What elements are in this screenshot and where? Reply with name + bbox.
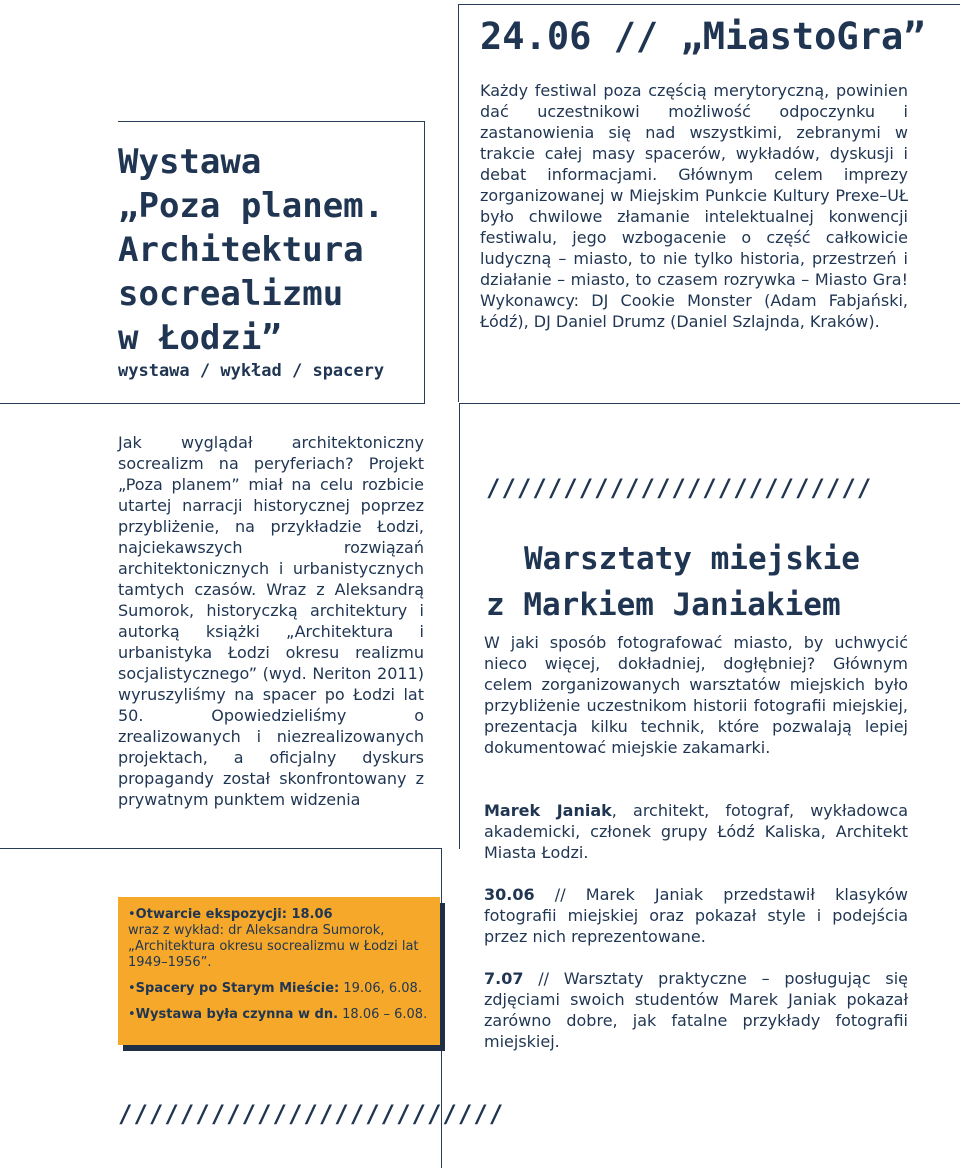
workshops-title-line: z Markiem Janiakiem (486, 587, 841, 623)
workshops-title (486, 536, 860, 628)
divider-top-right (458, 4, 960, 5)
event-2-text: // Warsztaty praktyczne – posługując się zdjęciami swoich studentów Marek Janiak pokazał zarówno dobre, jak fatalne przykłady fotografii miejskiej. (484, 969, 908, 1051)
event-1-text: // Marek Janiak przedstawił klasyków fotografii miejskiej oraz pokazał style i podejścia przez nich reprezentowane. (484, 885, 908, 946)
exhibition-title-line: w Łodzi” (118, 318, 282, 358)
divider-vertical-right (458, 4, 459, 402)
divider-vertical-left (424, 121, 425, 403)
miastogra-body (480, 80, 908, 332)
divider-mid-right (459, 403, 960, 404)
exhibition-title (118, 140, 418, 360)
workshops-event-2 (484, 968, 908, 1052)
divider-bottom (0, 848, 442, 849)
open-label: Wystawa była czynna w dn. (135, 1007, 339, 1022)
exhibition-title-line: Architektura (118, 230, 364, 270)
exhibition-paragraph: Jak wyglądał architektoniczny socrealizm na peryferiach? Projekt „Poza planem” miał na celu rozbicie utartej narracji historycznej poprzez przybliżenie, na przykładzie Łodzi, najciekawszych rozwiązań architektonicznych i urbanistycznych tamtych czasów. Wraz z Aleksandrą Sumorok, historyczką architektury i autorką książki „Architektura i urbanistyka Łodzi okresu realizmu socjalistycznego” (wyd. Neriton 2011) wyruszyliśmy na spacer po Łodzi lat 50. Opowiedzieliśmy o zrealizowanych i niezrealizowanych projektach, a oficjalny dyskurs propagandy został skonfrontowany z prywatnym punktem widzenia (118, 433, 424, 809)
opening-label: Otwarcie ekspozycji: 18.06 (135, 907, 333, 922)
decorative-slashes-top: ///////////////////////// (486, 474, 873, 502)
exhibition-title-line: socrealizmu (118, 274, 344, 314)
info-box (118, 897, 440, 1045)
exhibition-title-line: „Poza planem. (118, 186, 385, 226)
opening-detail: wraz z wykład: dr Aleksandra Sumorok, „Architektura okresu socrealizmu w Łodzi lat 1949–1956”. (128, 923, 419, 970)
event-1-date: 30.06 (484, 885, 535, 904)
walks-label: Spacery po Starym Mieście: (135, 981, 340, 996)
workshops-event-1 (484, 884, 908, 947)
workshops-title-line: Warsztaty miejskie (524, 541, 860, 577)
workshops-intro-paragraph: W jaki sposób fotografować miasto, by uchwycić nieco więcej, dokładniej, dogłębniej? Głównym celem zorganizowanych warsztatów miejskich było przybliżenie uczestnikom historii fotografii miejskiej, prezentacja kilku technik, które pozwalają lepiej dokumentować miejskie zakamarki. (484, 633, 908, 757)
bio-text: , architekt, fotograf, wykładowca akademicki, członek grupy Łódź Kaliska, Architekt Miasta Łodzi. (484, 801, 909, 862)
exhibition-title-line: Wystawa (118, 142, 262, 182)
info-walks: •Spacery po Starym Mieście: 19.06, 6.08. (128, 981, 422, 996)
miastogra-paragraph: Każdy festiwal poza częścią merytoryczną, powinien dać uczestnikowi możliwość odpoczynku i zastanowienia się nad wszystkimi, zebranymi w trakcie całej masy spacerów, wykładów, dyskusji i debat informacjami. Głównym celem imprezy zorganizowanej w Miejskim Punkcie Kultury Prexe–UŁ było chwilowe złamanie intelektualnej konwencji festiwalu, jego wzbogacenie o część całkowicie ludyczną – miasto, to nie tylko historia, przestrzeń i działanie – miasto, to czasem rozrywka – Miasto Gra! Wykonawcy: DJ Cookie Monster (Adam Fabjański, Łódź), DJ Daniel Drumz (Daniel Szlajnda, Kraków). (480, 81, 908, 331)
miastogra-title: 24.06 // „MiastoGra” (480, 15, 926, 58)
workshops-intro (484, 632, 908, 758)
divider-vertical-mid (459, 403, 460, 849)
exhibition-description (118, 432, 424, 810)
info-opening: •Otwarcie ekspozycji: 18.06 wraz z wykład: dr Aleksandra Sumorok, „Architektura okresu socrealizmu w Łodzi lat 1949–1956”. (128, 907, 430, 971)
event-2-date: 7.07 (484, 969, 524, 988)
divider-mid-left (0, 403, 425, 404)
bio-name: Marek Janiak (484, 801, 612, 820)
decorative-slashes-bottom: ///////////////////////// (118, 1100, 505, 1128)
exhibition-subtitle: wystawa / wykład / spacery (118, 361, 385, 381)
open-dates: 18.06 – 6.08. (342, 1007, 428, 1022)
workshops-bio (484, 800, 908, 863)
info-open-period: •Wystawa była czynna w dn. 18.06 – 6.08. (128, 1007, 428, 1022)
walks-dates: 19.06, 6.08. (343, 981, 422, 996)
divider-top-left (118, 121, 424, 122)
